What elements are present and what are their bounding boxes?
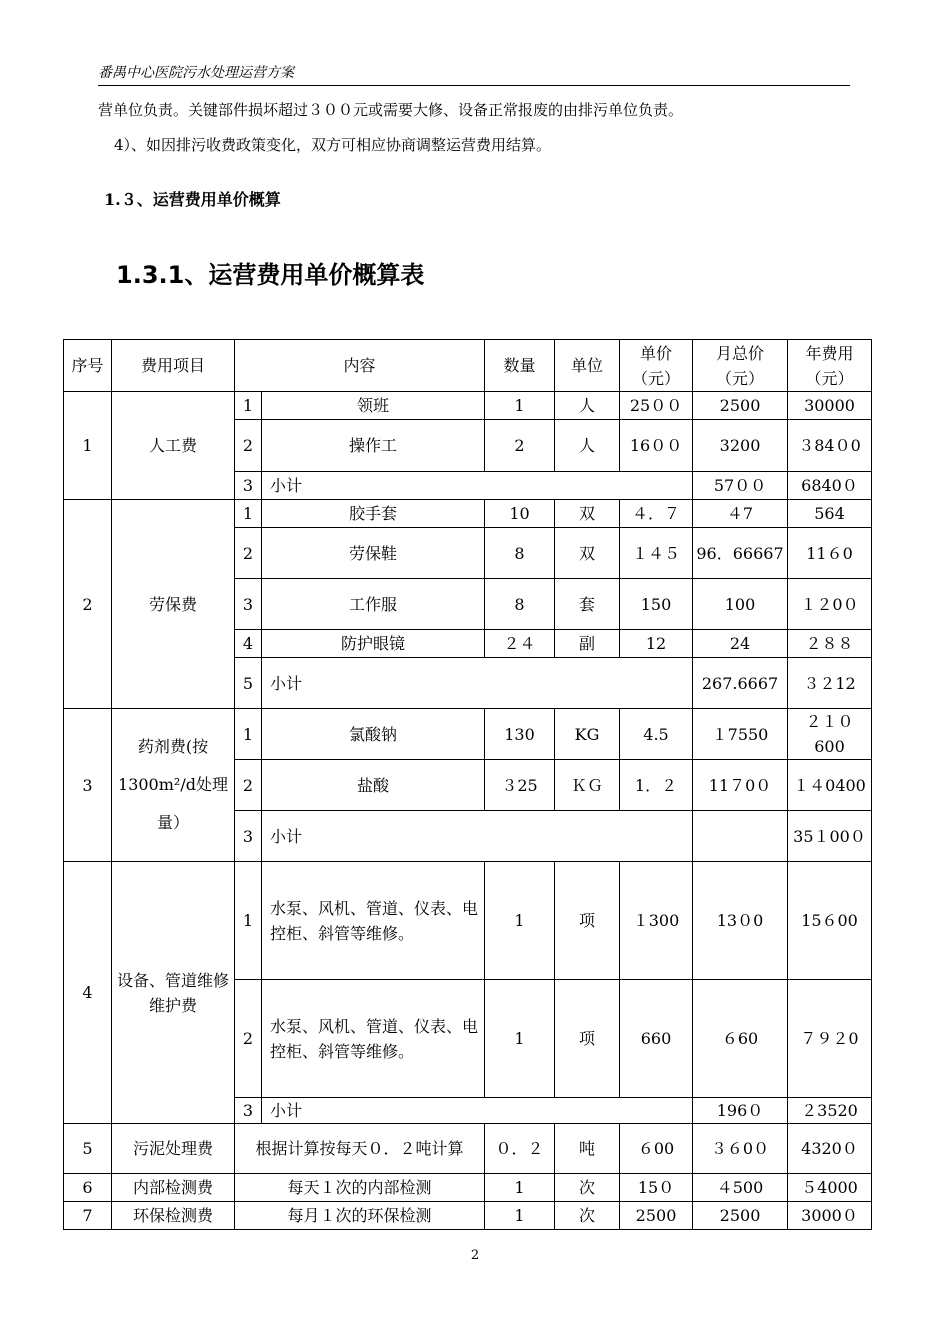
subtotal-year: ２3520	[788, 1098, 872, 1124]
row-no: 4	[64, 862, 112, 1124]
row-price: 12	[620, 630, 693, 658]
paragraph-1: 营单位负责。关键部件损坏超过３００元或需要大修、设备正常报废的由排污单位负责。	[98, 101, 684, 119]
row-qty: 130	[485, 709, 555, 760]
row-price: 150	[620, 579, 693, 630]
row-unit: 项	[555, 980, 620, 1098]
subtotal-month	[693, 811, 788, 862]
row-unit: 吨	[555, 1124, 620, 1174]
subtotal-label: 小计	[262, 472, 693, 500]
row-price: 1．２	[620, 760, 693, 811]
row-qty: ０．２	[485, 1124, 555, 1174]
row-qty: 2	[485, 420, 555, 472]
row-year: １２0０	[788, 579, 872, 630]
row-content: 每月１次的环保检测	[235, 1202, 485, 1230]
page-header: 番禺中心医院污水处理运营方案	[98, 62, 850, 86]
row-unit: 人	[555, 392, 620, 420]
row-item-name: 污泥处理费	[112, 1124, 235, 1174]
row-item-name: 药剂费(按1300m²/d处理量）	[112, 709, 235, 862]
row-content: 胶手套	[262, 500, 485, 528]
subtotal-month: 57００	[693, 472, 788, 500]
row-year: 564	[788, 500, 872, 528]
col-header-no: 序号	[64, 340, 112, 392]
row-year: 15６00	[788, 862, 872, 980]
table-header-row	[64, 340, 872, 392]
row-month: 2500	[693, 392, 788, 420]
row-item-name: 劳保费	[112, 500, 235, 709]
row-month: ４500	[693, 1174, 788, 1202]
row-year: 11６0	[788, 528, 872, 579]
page-number: 2	[470, 1248, 480, 1263]
row-no: 5	[64, 1124, 112, 1174]
row-index: 2	[235, 980, 262, 1098]
row-unit: 套	[555, 579, 620, 630]
col-header-year: 年费用（元）	[788, 340, 872, 392]
row-year: ７９２0	[788, 980, 872, 1098]
row-item-name: 环保检测费	[112, 1202, 235, 1230]
row-index: 1	[235, 709, 262, 760]
col-header-item: 费用项目	[112, 340, 235, 392]
row-content: 劳保鞋	[262, 528, 485, 579]
table-row	[64, 862, 872, 980]
subtotal-label: 小计	[262, 658, 693, 709]
row-price: １300	[620, 862, 693, 980]
row-unit: ＫＧ	[555, 760, 620, 811]
row-content: 盐酸	[262, 760, 485, 811]
row-qty: ３25	[485, 760, 555, 811]
row-qty: 1	[485, 1174, 555, 1202]
row-item-name: 设备、管道维修维护费	[112, 862, 235, 1124]
row-year: 3000０	[788, 1202, 872, 1230]
row-year: １４0400	[788, 760, 872, 811]
col-header-content: 内容	[235, 340, 485, 392]
row-content: 水泵、风机、管道、仪表、电控柜、斜管等维修。	[262, 862, 485, 980]
row-year: ２１０600	[788, 709, 872, 760]
row-month: 100	[693, 579, 788, 630]
row-unit: 双	[555, 500, 620, 528]
row-qty: 1	[485, 980, 555, 1098]
row-month: ４7	[693, 500, 788, 528]
table-row	[64, 392, 872, 420]
row-content: 水泵、风机、管道、仪表、电控柜、斜管等维修。	[262, 980, 485, 1098]
row-no: 7	[64, 1202, 112, 1230]
row-price: 16００	[620, 420, 693, 472]
row-year: ５4000	[788, 1174, 872, 1202]
row-unit: 项	[555, 862, 620, 980]
row-price: 660	[620, 980, 693, 1098]
col-header-qty: 数量	[485, 340, 555, 392]
row-qty: ２４	[485, 630, 555, 658]
row-content: 氯酸钠	[262, 709, 485, 760]
row-index: 2	[235, 420, 262, 472]
row-index: 1	[235, 392, 262, 420]
paragraph-2: 4）、如因排污收费政策变化，双方可相应协商调整运营费用结算。	[114, 136, 552, 154]
table-row	[64, 709, 872, 760]
row-price: ６00	[620, 1124, 693, 1174]
row-content: 工作服	[262, 579, 485, 630]
row-index: 3	[235, 472, 262, 500]
row-no: 2	[64, 500, 112, 709]
row-no: 3	[64, 709, 112, 862]
row-index: 2	[235, 528, 262, 579]
table-row	[64, 1124, 872, 1174]
row-year: ２８８	[788, 630, 872, 658]
row-price: 2500	[620, 1202, 693, 1230]
col-header-price: 单价（元）	[620, 340, 693, 392]
row-unit: 次	[555, 1174, 620, 1202]
subtotal-month: 196０	[693, 1098, 788, 1124]
row-index: 4	[235, 630, 262, 658]
row-year: 30000	[788, 392, 872, 420]
row-month: 13０0	[693, 862, 788, 980]
row-price: 25００	[620, 392, 693, 420]
row-item-name: 内部检测费	[112, 1174, 235, 1202]
row-month: 11７0０	[693, 760, 788, 811]
table-title: 1.3.1、运营费用单价概算表	[116, 261, 425, 289]
row-index: 3	[235, 1098, 262, 1124]
row-price: １４５	[620, 528, 693, 579]
table-row	[64, 1202, 872, 1230]
row-price: 15０	[620, 1174, 693, 1202]
section-heading: 1.３、运营费用单价概算	[104, 190, 281, 209]
cost-table	[63, 339, 872, 1230]
subtotal-month: 267.6667	[693, 658, 788, 709]
row-index: 1	[235, 500, 262, 528]
row-unit: 人	[555, 420, 620, 472]
row-index: 3	[235, 579, 262, 630]
row-index: 1	[235, 862, 262, 980]
row-index: 5	[235, 658, 262, 709]
row-unit: KG	[555, 709, 620, 760]
row-month: ６60	[693, 980, 788, 1098]
row-content: 每天１次的内部检测	[235, 1174, 485, 1202]
row-month: 3200	[693, 420, 788, 472]
row-qty: 1	[485, 1202, 555, 1230]
row-unit: 双	[555, 528, 620, 579]
subtotal-label: 小计	[262, 1098, 693, 1124]
subtotal-year: ３２12	[788, 658, 872, 709]
row-month: 96．66667	[693, 528, 788, 579]
row-qty: 8	[485, 528, 555, 579]
row-price: 4.5	[620, 709, 693, 760]
table-row	[64, 500, 872, 528]
row-year: 4320０	[788, 1124, 872, 1174]
row-month: 2500	[693, 1202, 788, 1230]
row-index: 2	[235, 760, 262, 811]
row-unit: 副	[555, 630, 620, 658]
row-index: 3	[235, 811, 262, 862]
row-no: 6	[64, 1174, 112, 1202]
row-qty: 10	[485, 500, 555, 528]
col-header-month: 月总价（元）	[693, 340, 788, 392]
row-qty: 1	[485, 392, 555, 420]
row-qty: 1	[485, 862, 555, 980]
row-no: 1	[64, 392, 112, 500]
table-row	[64, 1174, 872, 1202]
subtotal-year: 6840０	[788, 472, 872, 500]
row-unit: 次	[555, 1202, 620, 1230]
row-month: 24	[693, 630, 788, 658]
row-month: ３６0０	[693, 1124, 788, 1174]
row-qty: 8	[485, 579, 555, 630]
row-item-name: 人工费	[112, 392, 235, 500]
row-content: 领班	[262, 392, 485, 420]
subtotal-year: 35１00０	[788, 811, 872, 862]
row-content: 根据计算按每天０．２吨计算	[235, 1124, 485, 1174]
row-year: ３84０0	[788, 420, 872, 472]
row-content: 操作工	[262, 420, 485, 472]
col-header-unit: 单位	[555, 340, 620, 392]
subtotal-label: 小计	[262, 811, 693, 862]
row-month: １7550	[693, 709, 788, 760]
row-price: ４．７	[620, 500, 693, 528]
row-content: 防护眼镜	[262, 630, 485, 658]
